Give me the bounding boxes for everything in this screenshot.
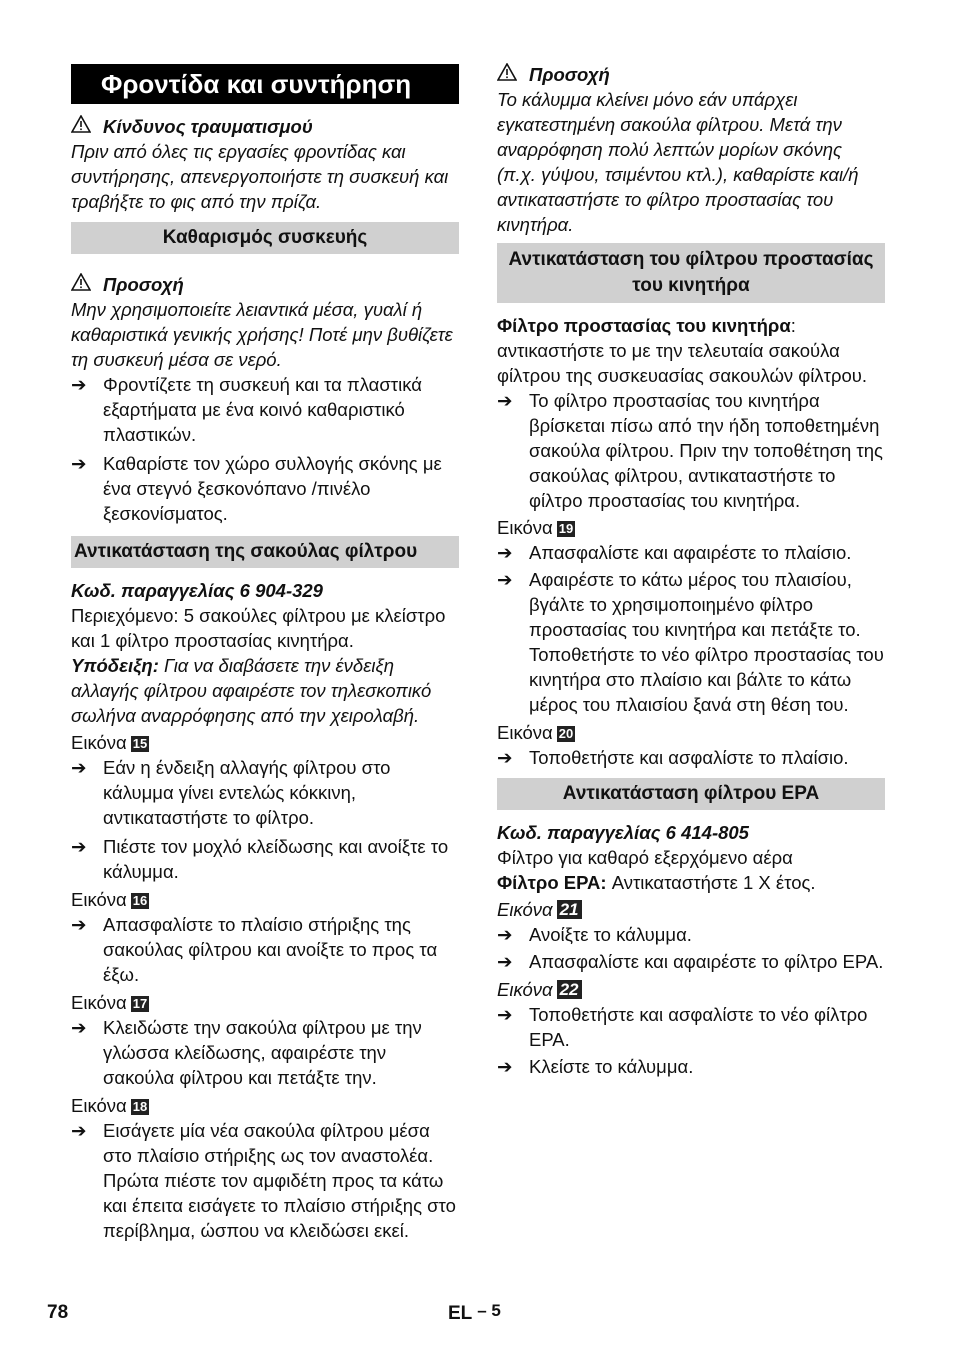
arrow-right-icon: ➔ <box>497 542 513 563</box>
motor-filter-heading: Αντικατάσταση του φίλτρου προστασίας του κινητήρα <box>497 243 885 303</box>
epa-label: Φίλτρο EPA: <box>497 872 607 893</box>
epa-interval <box>497 870 885 895</box>
caution-text: Μην χρησιμοποιείτε λειαντικά μέσα, γυαλί ή καθαριστικά γενικής χρήσης! Ποτέ μην βυθίζετε τη συσκευή μέσα σε νερό. <box>71 299 453 370</box>
motor-filter-paragraph <box>497 313 885 388</box>
arrow-right-icon: ➔ <box>497 390 513 411</box>
list-item: ➔ Πιέστε τον μοχλό κλείδωσης και ανοίξτε το κάλυμμα. <box>71 836 449 882</box>
section-number: – 5 <box>477 1301 501 1320</box>
arrow-right-icon: ➔ <box>71 453 87 474</box>
arrow-right-icon: ➔ <box>497 951 513 972</box>
list-item: ➔ Το φίλτρο προστασίας του κινητήρα βρίσκεται πίσω από την ήδη τοποθετημένη σακούλα φίλτρου. Πριν την τοποθέτηση της σακούλας φίλτρου, αντικαταστήστε το φίλτρο προστασίας του κινητήρα. <box>497 390 883 511</box>
arrow-right-icon: ➔ <box>497 1004 513 1025</box>
section-title: Φροντίδα και συντήρηση <box>71 64 459 104</box>
footer-language-section <box>448 1298 501 1326</box>
danger-text: Πριν από όλες τις εργασίες φροντίδας και συντήρησης, απενεργοποιήστε τη συσκευή και τραβήξτε το φις από την πρίζα. <box>71 141 449 212</box>
list-item: ➔ Εισάγετε μία νέα σακούλα φίλτρου μέσα στο πλαίσιο στήριξης ως τον αναστολέα. Πρώτα πιέστε τον αμφιδέτη προς τα κάτω και έπειτα εισάγετε το πλαίσιο στήριξης στο περίβλημα, ώσπου να κλειδώσει εκεί. <box>71 1120 456 1241</box>
figure-number: 21 <box>557 900 582 919</box>
figure-ref: Εικόνα 20 <box>497 722 574 743</box>
arrow-right-icon: ➔ <box>71 374 87 395</box>
epa-description: Φίλτρο για καθαρό εξερχόμενο αέρα <box>497 847 793 868</box>
caution-label: Προσοχή <box>529 64 610 85</box>
figure-number: 15 <box>132 736 148 751</box>
figure-number: 20 <box>558 726 574 741</box>
epa-order-number: Κωδ. παραγγελίας 6 414-805 <box>497 822 749 843</box>
list-item: ➔ Αφαιρέστε το κάτω μέρος του πλαισίου, βγάλτε το χρησιμοποιημένο φίλτρο προστασίας του κινητήρα και πετάξτε το. Τοποθετήστε το νέο φίλτρο προστασίας του κινητήρα στο πλαίσιο και βάλτε το κάτω μέρος του πλαισίου ξανά στη θέση του. <box>497 569 884 715</box>
figure-ref: Εικόνα 18 <box>71 1095 148 1116</box>
arrow-right-icon: ➔ <box>497 747 513 768</box>
figure-number: 22 <box>557 980 582 999</box>
caution-warning <box>497 62 885 87</box>
figure-number: 19 <box>558 521 574 536</box>
arrow-right-icon: ➔ <box>497 924 513 945</box>
figure-ref: Εικόνα 21 <box>497 897 885 922</box>
page-number: 78 <box>47 1302 69 1323</box>
left-column <box>71 62 459 1245</box>
arrow-right-icon: ➔ <box>71 1120 87 1141</box>
hint-label: Υπόδειξη: <box>71 655 159 676</box>
figure-ref: Εικόνα 19 <box>497 517 574 538</box>
arrow-right-icon: ➔ <box>497 1056 513 1077</box>
list-item: ➔ Απασφαλίστε το πλαίσιο στήριξης της σακούλας φίλτρου και ανοίξτε το προς τα έξω. <box>71 914 438 985</box>
arrow-right-icon: ➔ <box>71 757 87 778</box>
list-item: ➔ Απασφαλίστε και αφαιρέστε το πλαίσιο. <box>497 542 852 563</box>
bag-order-number: Κωδ. παραγγελίας 6 904-329 <box>71 580 323 601</box>
figure-ref: Εικόνα 15 <box>71 732 148 753</box>
right-column <box>497 62 885 1081</box>
list-item: ➔ Τοποθετήστε και ασφαλίστε το νέο φίλτρο EPA. <box>497 1004 868 1050</box>
list-item: ➔ Κλειδώστε την σακούλα φίλτρου με την γλώσσα κλείδωσης, αφαιρέστε την σακούλα φίλτρου και πετάξτε την. <box>71 1017 422 1088</box>
danger-label: Κίνδυνος τραυματισμού <box>103 116 313 137</box>
bag-contents: Περιεχόμενο: 5 σακούλες φίλτρου με κλείστρο και 1 φίλτρο προστασίας κινητήρα. <box>71 605 446 651</box>
warning-triangle-icon <box>71 114 93 139</box>
figure-number: 17 <box>132 996 148 1011</box>
arrow-right-icon: ➔ <box>71 1017 87 1038</box>
list-item: ➔ Απασφαλίστε και αφαιρέστε το φίλτρο EPA. <box>497 951 884 972</box>
arrow-right-icon: ➔ <box>71 914 87 935</box>
cleaning-heading: Καθαρισμός συσκευής <box>71 222 459 254</box>
caution-warning <box>71 272 459 297</box>
list-item: ➔ Τοποθετήστε και ασφαλίστε το πλαίσιο. <box>497 747 849 768</box>
list-item: ➔ Φροντίζετε τη συσκευή και τα πλαστικά εξαρτήματα με ένα κοινό καθαριστικό πλαστικών. <box>71 374 422 445</box>
bag-heading: Αντικατάσταση της σακούλας φίλτρου <box>71 536 459 568</box>
arrow-right-icon: ➔ <box>71 836 87 857</box>
caution-text: Το κάλυμμα κλείνει μόνο εάν υπάρχει εγκατεστημένη σακούλα φίλτρου. Μετά την αναρρόφηση πολύ λεπτών μορίων σκόνης (π.χ. γύψου, τσιμέντου κτλ.), καθαρίστε και/ή αντικαταστήστε το φίλτρο προστασίας του κινητήρα. <box>497 89 859 235</box>
hint-paragraph <box>71 653 459 728</box>
language-code: EL <box>448 1303 472 1324</box>
list-item: ➔ Ανοίξτε το κάλυμμα. <box>497 924 692 945</box>
warning-triangle-icon <box>71 272 93 297</box>
motor-filter-text: : αντικαστήστε το με την τελευταία σακούλα φίλτρου της συσκευασίας σακουλών φίλτρου. <box>497 315 868 386</box>
epa-interval-text: Αντικαταστήστε 1 Χ έτος. <box>606 872 816 893</box>
arrow-right-icon: ➔ <box>497 569 513 590</box>
list-item: ➔ Κλείστε το κάλυμμα. <box>497 1056 694 1077</box>
epa-heading: Αντικατάσταση φίλτρου EPA <box>497 778 885 810</box>
figure-ref: Εικόνα 22 <box>497 977 885 1002</box>
hint-text: Για να διαβάσετε την ένδειξη αλλαγής φίλτρου αφαιρέστε τον τηλεσκοπικό σωλήνα αναρρόφησης από την χειρολαβή. <box>71 655 432 726</box>
list-item: ➔ Εάν η ένδειξη αλλαγής φίλτρου στο κάλυμμα γίνει εντελώς κόκκινη, αντικαταστήστε το φίλτρο. <box>71 757 391 828</box>
danger-warning <box>71 114 459 139</box>
figure-ref: Εικόνα 16 <box>71 889 148 910</box>
figure-ref: Εικόνα 17 <box>71 992 148 1013</box>
figure-number: 16 <box>132 893 148 908</box>
figure-number: 18 <box>132 1099 148 1114</box>
caution-label: Προσοχή <box>103 274 184 295</box>
list-item: ➔ Καθαρίστε τον χώρο συλλογής σκόνης με ένα στεγνό ξεσκονόπανο /πινέλο ξεσκονίσματος. <box>71 453 442 524</box>
warning-triangle-icon <box>497 62 519 87</box>
motor-filter-label: Φίλτρο προστασίας του κινητήρα <box>497 315 791 336</box>
